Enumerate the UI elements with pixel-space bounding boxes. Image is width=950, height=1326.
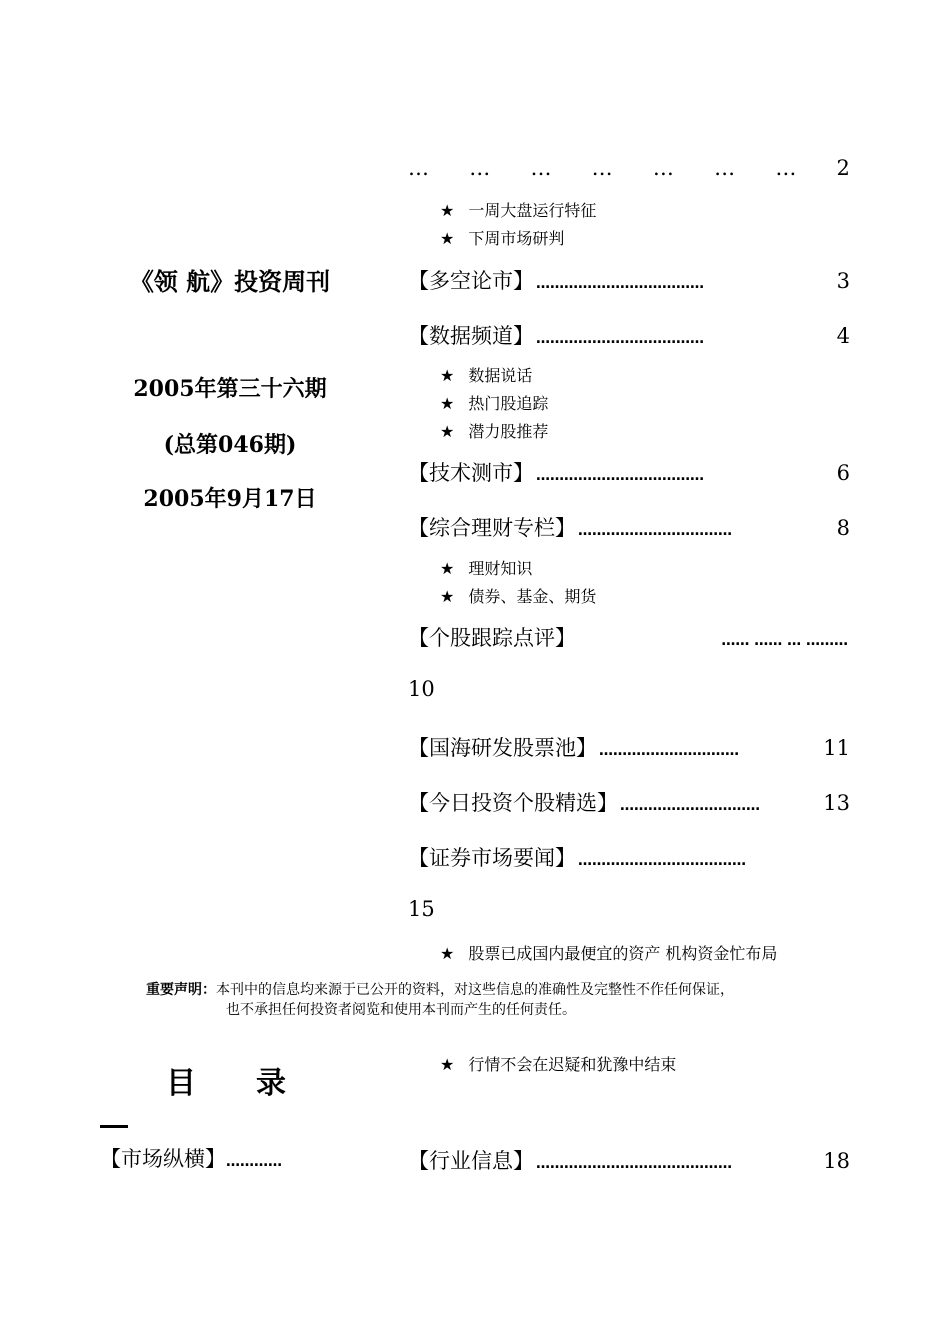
disclaimer-text: 也不承担任何投资者阅览和使用本刊而产生的任何责任。 [226,1002,576,1018]
divider [100,1125,128,1128]
disclaimer-text: 本刊中的信息均来源于已公开的资料，对这些信息的准确性及完整性不作任何保证， [216,982,734,998]
star-icon: ★ [440,559,455,578]
toc-entry-title: 【综合理财专栏】 [408,516,576,540]
issue-date: 2005年9月17日 [143,486,317,512]
toc-entry-title: 【今日投资个股精选】 [408,791,618,815]
toc-page-number: 6 [836,461,850,485]
leader-dot: … [775,156,797,180]
leader-dot: … [714,156,736,180]
toc-leader: ………… [226,1154,282,1170]
toc-entry[interactable] [408,622,850,654]
toc-page-number: 11 [823,736,850,760]
leader-dot: … [408,156,429,180]
toc-entry[interactable] [408,512,850,544]
toc-subitem[interactable] [440,941,777,964]
toc-subitem[interactable] [440,419,548,442]
toc-leader: ………………………… [620,798,760,814]
leader-dot: … [591,156,613,180]
toc-subitem-label: 潜力股推荐 [468,422,549,441]
toc-entry[interactable] [408,842,850,874]
toc-heading: 目录 [166,1066,346,1101]
star-icon: ★ [440,229,455,248]
toc-entry-title: 【行业信息】 [408,1149,534,1173]
toc-leader: ………………………… [599,743,739,759]
toc-subitem-label: 一周大盘运行特征 [468,201,597,220]
toc-subitem-label: 下周市场研判 [468,229,565,248]
toc-leader: …… …… … ……… [721,633,848,649]
leader-dot: … [652,156,674,180]
star-icon: ★ [440,422,455,441]
toc-page-number: 18 [823,1149,850,1173]
toc-entry[interactable] [408,732,850,764]
toc-entry-title: 【多空论市】 [408,269,534,293]
toc-subitem[interactable] [440,584,596,607]
toc-leader: ……………………………… [536,276,704,292]
toc-entry-title: 【证券市场要闻】 [408,846,576,870]
toc-page-number: 13 [823,791,850,815]
disclaimer [146,980,734,1020]
toc-subitem-label: 债券、基金、期货 [468,587,597,606]
toc-subitem-label: 股票已成国内最便宜的资产 机构资金忙布局 [468,944,778,963]
toc-page-number: 8 [836,516,850,540]
toc-subitem[interactable] [440,556,532,579]
toc-subitem-label: 行情不会在迟疑和犹豫中结束 [468,1055,677,1074]
star-icon: ★ [440,587,455,606]
toc-page-number: 4 [836,324,850,348]
issue-total: (总第046期) [163,432,297,458]
toc-subitem-label: 热门股追踪 [468,394,549,413]
toc-entry[interactable] [408,457,850,489]
toc-entry[interactable] [408,265,850,297]
star-icon: ★ [440,366,455,385]
toc-entry[interactable] [408,1145,850,1177]
leader-dot: … [469,156,491,180]
toc-entry-title: 【市场纵横】 [100,1147,226,1171]
star-icon: ★ [440,1055,455,1074]
disclaimer-label: 重要声明： [146,982,216,998]
toc-leader: ……………………………… [536,331,704,347]
toc-leader: ……………………………… [578,853,746,869]
toc-leader: …………………………………… [536,1156,732,1172]
issue-number: 2005年第三十六期 [133,376,327,402]
toc-leader: ……………………………… [536,468,704,484]
toc-subitem[interactable] [440,198,596,221]
toc-entry[interactable] [408,320,850,352]
toc-entry-title: 【技术测市】 [408,461,534,485]
toc-subitem[interactable] [440,363,532,386]
toc-entry-title: 【个股跟踪点评】 [408,626,576,650]
star-icon: ★ [440,394,455,413]
toc-subitem[interactable] [440,226,564,249]
toc-page-number: 15 [408,897,435,921]
journal-title: 《领 航》投资周刊 [129,268,331,296]
toc-entry-title: 【国海研发股票池】 [408,736,597,760]
toc-subitem[interactable] [440,391,548,414]
toc-continuation-line [408,156,850,180]
toc-page-number: 2 [836,156,850,180]
toc-subitem-label: 理财知识 [468,559,533,578]
toc-entry[interactable] [100,1143,282,1173]
toc-leader: …………………………… [578,523,732,539]
toc-entry-title: 【数据频道】 [408,324,534,348]
star-icon: ★ [440,201,455,220]
toc-subitem-label: 数据说话 [468,366,533,385]
toc-page-number: 3 [836,269,850,293]
leader-dot: … [530,156,552,180]
toc-page-number: 10 [408,677,435,701]
toc-entry[interactable] [408,787,850,819]
toc-subitem[interactable] [440,1052,676,1075]
star-icon: ★ [440,944,455,963]
